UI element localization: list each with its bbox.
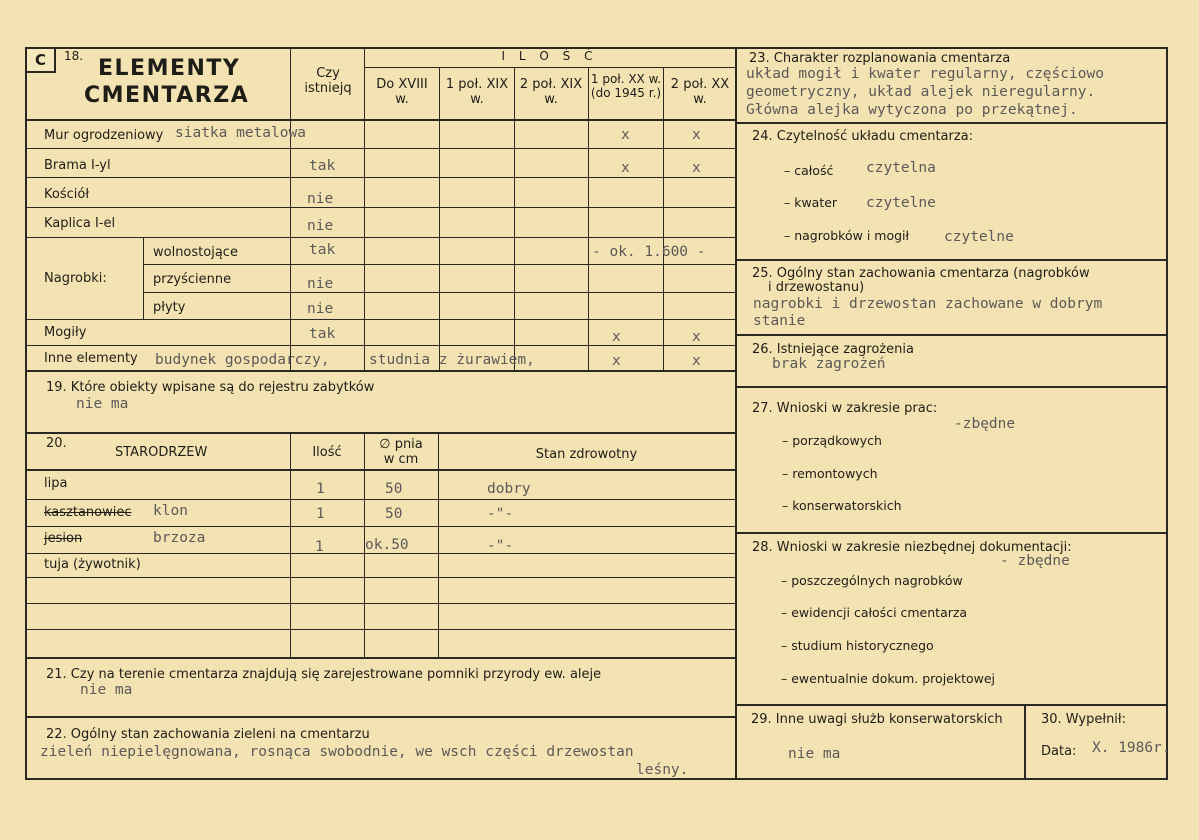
s19-label: 19. Które obiekty wpisane są do rejestru zabytków xyxy=(46,380,375,395)
s20-row-line xyxy=(25,577,735,578)
tree-row-health: dobry xyxy=(487,481,531,497)
s24-item-value: czytelne xyxy=(866,195,936,211)
inne-typed-1: budynek gospodarczy, xyxy=(155,352,330,368)
mur-p5-mark: x xyxy=(692,127,701,143)
row-label-kosciol: Kościół xyxy=(44,187,90,202)
row-label-nagrobki: Nagrobki: xyxy=(44,271,107,286)
s24-item-label: – całość xyxy=(784,163,834,178)
s27-item: – konserwatorskich xyxy=(782,498,902,513)
s19-bottom-line xyxy=(25,432,735,434)
s18-row-line xyxy=(25,345,735,346)
tree-row-count: 1 xyxy=(316,506,325,522)
tree-row-diameter: 50 xyxy=(385,506,403,522)
s29-label: 29. Inne uwagi służb konserwatorskich xyxy=(751,712,1003,727)
row-label-przyscienne: przyścienne xyxy=(153,272,232,287)
s18-quantity-underline xyxy=(364,67,735,68)
wolnostojace-exists: tak xyxy=(309,242,336,258)
s18-nagrobki-divider xyxy=(143,237,144,319)
s18-col-line xyxy=(514,68,515,371)
przyscienne-exists: nie xyxy=(307,276,334,292)
s18-col-exists-header: Czy istniejq xyxy=(304,66,352,96)
tree-row-label: lipa xyxy=(44,476,68,491)
s28-item: – ewidencji całości cmentarza xyxy=(781,605,968,620)
s18-row-line xyxy=(143,292,735,293)
s25-bottom-line xyxy=(735,334,1168,336)
frame-bottom-line xyxy=(25,778,1168,780)
inne-p4-mark: x xyxy=(612,353,621,369)
s18-number: 18. xyxy=(64,49,84,63)
s26-value: brak zagrożeń xyxy=(772,356,886,372)
s24-item-label: – kwater xyxy=(784,195,838,210)
s27-value: -zbędne xyxy=(954,416,1016,432)
s27-bottom-line xyxy=(735,532,1168,534)
s18-row-line xyxy=(25,207,735,208)
s18-col-line xyxy=(588,68,589,371)
s27-label: 27. Wnioski w zakresie prac: xyxy=(752,401,938,416)
row-label-inne: Inne elementy xyxy=(44,351,138,366)
s20-row-line xyxy=(25,526,735,527)
s20-number: 20. xyxy=(46,436,67,451)
kosciol-exists: nie xyxy=(307,191,334,207)
row-label-mur: Mur ogrodzeniowy xyxy=(44,128,164,143)
row-label-brama: Brama I-yl xyxy=(44,158,111,173)
row-label-kaplica: Kaplica I-el xyxy=(44,216,116,231)
plyty-exists: nie xyxy=(307,301,334,317)
wolnostojace-count: - ok. 1.600 - xyxy=(592,244,706,260)
s18-row-line xyxy=(25,148,735,149)
s20-col-health: Stan zdrowotny xyxy=(535,447,638,462)
s29-value: nie ma xyxy=(788,746,841,762)
s24-item-label: – nagrobków i mogił xyxy=(784,228,910,243)
tree-row-count: 1 xyxy=(316,481,325,497)
s24-item-value: czytelna xyxy=(866,160,936,176)
s23-label: 23. Charakter rozplanowania cmentarza xyxy=(749,51,1011,66)
tree-row-typed: klon xyxy=(153,503,188,519)
frame-right-line xyxy=(1166,47,1168,780)
mogily-exists: tak xyxy=(309,326,336,342)
mogily-p5-mark: x xyxy=(692,329,701,345)
s20-col-line xyxy=(438,432,439,658)
s18-row-line xyxy=(25,177,735,178)
column-divider xyxy=(735,47,737,780)
row-typed-mur: siatka metalowa xyxy=(175,125,306,141)
s28-item: – studium historycznego xyxy=(781,638,934,653)
s20-header-bottom xyxy=(25,469,735,471)
s18-period-header-5: 2 poł. XX w. xyxy=(670,77,730,107)
s24-item-value: czytelne xyxy=(944,229,1014,245)
s20-col-diameter-unit: w cm xyxy=(383,452,419,467)
s18-row-line xyxy=(143,264,735,265)
s27-item: – porządkowych xyxy=(782,433,882,448)
s28-label: 28. Wnioski w zakresie niezbędnej dokumentacji: xyxy=(752,540,1072,555)
brama-p4-mark: x xyxy=(621,160,630,176)
s30-date-value: X. 1986r. xyxy=(1092,740,1171,756)
s21-label: 21. Czy na terenie cmentarza znajdują się zarejestrowane pomniki przyrody ew. aleje xyxy=(46,667,602,682)
s19-value: nie ma xyxy=(76,396,129,412)
s23-line2: geometryczny, układ alejek nieregularny. xyxy=(746,84,1096,100)
s24-bottom-line xyxy=(735,259,1168,261)
row-label-mogily: Mogiły xyxy=(44,325,87,340)
s25-label-line1: 25. Ogólny stan zachowania cmentarza (nagrobków xyxy=(752,266,1090,281)
s18-period-header-3: 2 poł. XIX w. xyxy=(519,77,583,107)
tree-row-label: kasztanowiec xyxy=(44,505,132,520)
s25-label-line2: i drzewostanu) xyxy=(768,280,865,295)
tree-row-count: 1 xyxy=(315,539,324,555)
s30-date-label: Data: xyxy=(1041,744,1077,759)
frame-left-line xyxy=(25,47,27,780)
section-letter-box: C xyxy=(25,47,56,73)
s18-period-header-2: 1 poł. XIX w. xyxy=(445,77,509,107)
s24-label: 24. Czytelność układu cmentarza: xyxy=(752,129,974,144)
tree-row-label: tuja (żywotnik) xyxy=(44,557,141,572)
s18-title-line2: CMENTARZA xyxy=(84,83,250,108)
s18-col-line xyxy=(663,68,664,371)
s18-row-line xyxy=(25,237,735,238)
tree-row-diameter: 50 xyxy=(385,481,403,497)
s18-col-line xyxy=(364,47,365,371)
tree-row-diameter: ok.50 xyxy=(365,537,409,553)
s20-col-diameter-symbol: ∅ pnia xyxy=(379,437,423,452)
brama-exists: tak xyxy=(309,158,336,174)
s26-bottom-line xyxy=(735,386,1168,388)
s18-col-line xyxy=(290,47,291,371)
s20-col-line xyxy=(290,432,291,658)
tree-row-typed: brzoza xyxy=(153,530,206,546)
inne-p5-mark: x xyxy=(692,353,701,369)
s20-row-line xyxy=(25,603,735,604)
row-label-wolnostojace: wolnostojące xyxy=(153,245,238,260)
s18-bottom-line xyxy=(25,370,735,372)
s28-bottom-line xyxy=(735,704,1168,706)
s25-line2: stanie xyxy=(753,313,806,329)
s21-bottom-line xyxy=(25,716,735,718)
s18-period-header-1: Do XVIII w. xyxy=(376,77,428,107)
brama-p5-mark: x xyxy=(692,160,701,176)
s28-item: – ewentualnie dokum. projektowej xyxy=(781,671,996,686)
s25-line1: nagrobki i drzewostan zachowane w dobrym xyxy=(753,296,1103,312)
s22-value-line1: zieleń niepielęgnowana, rosnąca swobodnie, we wsch części drzewostan xyxy=(40,744,634,760)
s23-line1: układ mogił i kwater regularny, częściowo xyxy=(746,66,1104,82)
inne-typed-2: studnia z żurawiem, xyxy=(369,352,535,368)
tree-row-health: -"- xyxy=(487,506,514,522)
mogily-p4-mark: x xyxy=(612,329,621,345)
s18-row-line xyxy=(25,319,735,320)
kaplica-exists: nie xyxy=(307,218,334,234)
s21-value: nie ma xyxy=(80,682,133,698)
tree-row-health: -"- xyxy=(487,538,514,554)
s30-divider xyxy=(1024,704,1026,780)
tree-row-label: jesion xyxy=(44,531,83,546)
s28-value: - zbędne xyxy=(1000,553,1070,569)
s18-header-bottom xyxy=(25,119,735,121)
s20-bottom-line xyxy=(25,657,735,659)
row-label-plyty: płyty xyxy=(153,300,186,315)
s23-line3: Główna alejka wytyczona po przekątnej. xyxy=(746,102,1078,118)
s26-label: 26. Istniejące zagrożenia xyxy=(752,342,914,357)
s20-col-count: Ilość xyxy=(312,445,342,460)
s23-bottom-line xyxy=(735,122,1168,124)
s22-value-line2: leśny. xyxy=(636,762,689,778)
s28-item: – poszczególnych nagrobków xyxy=(781,573,963,588)
mur-p4-mark: x xyxy=(621,127,630,143)
s20-title: STARODRZEW xyxy=(115,445,208,460)
s18-col-quantity-header: I L O Ś Ć xyxy=(501,49,598,63)
s20-row-line xyxy=(25,629,735,630)
s18-title-line1: ELEMENTY xyxy=(98,56,241,81)
s30-label: 30. Wypełnił: xyxy=(1041,712,1126,727)
s22-label: 22. Ogólny stan zachowania zieleni na cmentarzu xyxy=(46,727,370,742)
s18-col-line xyxy=(439,68,440,371)
s20-row-line xyxy=(25,499,735,500)
s18-period-header-4: 1 poł. XX w. (do 1945 r.) xyxy=(590,72,662,100)
s27-item: – remontowych xyxy=(782,466,878,481)
